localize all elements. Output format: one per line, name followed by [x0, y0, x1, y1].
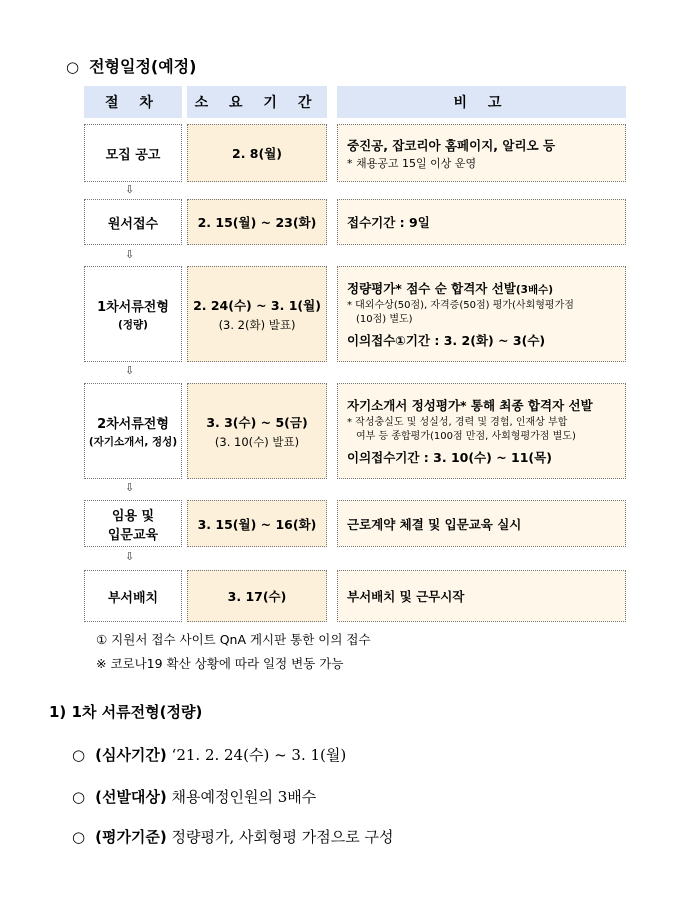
- note-appointment-orientation: [337, 500, 626, 547]
- header-step: 절 차: [84, 86, 182, 118]
- duration-label: 3. 17(수): [227, 589, 287, 604]
- step-label: 2차서류전형: [97, 417, 169, 432]
- schedule-title: [66, 54, 196, 77]
- step-appointment-orientation: [84, 500, 182, 547]
- note-application: [337, 199, 626, 245]
- duration-sub-label: (3. 10(수) 발표): [214, 434, 300, 449]
- step-document-screening-2: [84, 383, 182, 479]
- footnote-objection: ① 지원서 접수 사이트 QnA 게시판 통한 이의 접수: [96, 632, 371, 647]
- item-label: (심사기간): [95, 746, 167, 764]
- step-sub-label: (정량): [118, 319, 148, 331]
- step-label: 1차서류전형: [97, 300, 169, 315]
- step-application: [84, 199, 182, 245]
- note-document-screening-2: [337, 383, 626, 479]
- note-document-screening-1: [337, 266, 626, 362]
- note-main: 정량평가* 점수 순 합격자 선발: [347, 281, 516, 296]
- step-label: 임용 및: [111, 508, 155, 524]
- note-main-suffix: (3배수): [515, 284, 554, 296]
- duration-label: 2. 24(수) ~ 3. 1(월): [193, 297, 321, 313]
- down-arrow-icon: ⇩: [125, 364, 135, 377]
- note-main: 자기소개서 정성평가* 통해 최종 합격자 선발: [347, 398, 593, 413]
- duration-appointment-orientation: [187, 500, 327, 547]
- duration-document-screening-1: [187, 266, 327, 362]
- item-text: 채용예정인원의 3배수: [171, 788, 317, 806]
- duration-application: [187, 199, 327, 245]
- note-small: * 작성충실도 및 성실성, 경력 및 경험, 인재상 부합: [347, 417, 568, 428]
- item-label: (선발대상): [95, 788, 167, 806]
- duration-department-placement: [187, 570, 327, 622]
- down-arrow-icon: ⇩: [125, 183, 135, 196]
- step-sub-label: (자기소개서, 정성): [88, 436, 178, 448]
- note-main: 근로계약 체결 및 입문교육 실시: [347, 516, 522, 532]
- note-objection-period: 이의접수①기간 : 3. 2(화) ~ 3(수): [347, 333, 546, 348]
- item-label: (평가기준): [95, 828, 167, 846]
- duration-recruit-notice: [187, 124, 327, 182]
- down-arrow-icon: ⇩: [125, 481, 135, 494]
- item-bullet: ○: [72, 828, 86, 846]
- step-document-screening-1: [84, 266, 182, 362]
- note-small-cont: 여부 등 종합평가(100점 만점, 사회형평가점 별도): [356, 431, 576, 442]
- item-bullet: ○: [72, 788, 86, 806]
- item-text: 정량평가, 사회형평 가점으로 구성: [171, 828, 394, 846]
- step-recruit-notice: [84, 124, 182, 182]
- step-department-placement: [84, 570, 182, 622]
- note-main: 접수기간 : 9일: [347, 215, 430, 230]
- note-recruit-notice: [337, 124, 626, 182]
- section-heading: 1) 1차 서류전형(정량): [49, 703, 203, 721]
- step-label-line2: 입문교육: [107, 527, 159, 543]
- duration-label: 3. 3(수) ~ 5(금): [206, 414, 308, 430]
- title-text: 전형일정(예정): [89, 57, 197, 76]
- note-main: 부서배치 및 근무시작: [347, 589, 465, 604]
- down-arrow-icon: ⇩: [125, 248, 135, 261]
- note-department-placement: [337, 570, 626, 622]
- note-small: * 채용공고 15일 이상 운영: [347, 156, 477, 170]
- title-bullet: ○: [66, 58, 80, 76]
- item-selection-target: [72, 786, 316, 807]
- header-note: 비 고: [337, 86, 626, 118]
- duration-label: 2. 15(월) ~ 23(화): [197, 215, 317, 230]
- duration-label: 2. 8(월): [232, 146, 282, 161]
- item-evaluation-criteria: [72, 826, 393, 847]
- footnote-covid: ※ 코로나19 확산 상황에 따라 일정 변동 가능: [96, 656, 344, 671]
- step-label: 모집 공고: [105, 147, 161, 163]
- item-text: ‘21. 2. 24(수) ~ 3. 1(월): [171, 746, 347, 764]
- duration-document-screening-2: [187, 383, 327, 479]
- item-review-period: [72, 744, 346, 765]
- header-duration: 소 요 기 간: [187, 86, 327, 118]
- note-small-cont: (10점) 별도): [356, 314, 413, 325]
- note-main: 중진공, 잡코리아 홈페이지, 알리오 등: [347, 137, 556, 153]
- step-label: 원서접수: [107, 216, 159, 232]
- step-label: 부서배치: [107, 590, 159, 606]
- note-small: * 대외수상(50점), 자격증(50점) 평가(사회형평가점: [347, 300, 574, 311]
- down-arrow-icon: ⇩: [125, 550, 135, 563]
- duration-label: 3. 15(월) ~ 16(화): [197, 516, 317, 532]
- note-objection-period: 이의접수기간 : 3. 10(수) ~ 11(목): [347, 450, 552, 465]
- item-bullet: ○: [72, 746, 86, 764]
- duration-sub-label: (3. 2(화) 발표): [218, 317, 296, 332]
